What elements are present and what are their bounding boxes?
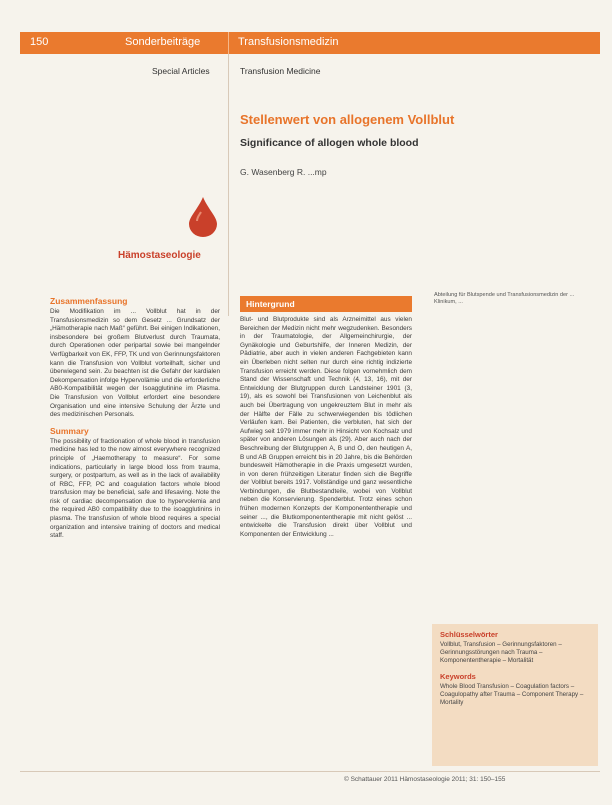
background-column <box>240 296 412 539</box>
footer-citation: © Schattauer 2011 Hämostaseologie 2011; 31: 150–155 <box>344 776 506 783</box>
keywords-heading: Keywords <box>440 671 476 681</box>
footer-rule <box>20 771 600 772</box>
header-bar <box>20 32 600 54</box>
header-divider <box>228 32 229 54</box>
hintergrund-text: Blut- und Blutprodukte sind als Arzneimittel aus vielen Bereichen der Medizin nicht mehr wegzudenken. Besonders in der Traumatologie, der Allgemeinchirurgie, der Gynäkologie und Geburtshilfe, der Inneren Medizin, der Pädiatrie, aber auch in vielen anderen Fachgebieten kann ein Überleben nicht selten nur durch eine richtig indizierte Transfusion erreicht werden. Diese folgen vornehmlich dem Stand der Wissenschaft und Technik (4, 13, 16), mit der Entwicklung der Blutgruppen durch Landsteiner 1901 (3, 19), als es sowohl bei Transfusionen von Leichenblut als auch bei Übertragung von ungekreuztem Blut in mehr als der Hälfte der Fälle zu schwerwiegenden bis tödlichen Verläufen kam. Bei Patienten, die verbluten, hat sich der Aufwieg seit 1979 immer mehr in Hinsicht von Kochsalz und später von anderen Lösungen als (29). Aber auch nach der Beschreibung der Blutgruppen A, B und O, den heutigen A, B und AB Gruppen erreicht bis in 20 Jahre, bis die Behörden bundesweit Hämotherapie in die Praxis umgesetzt wurden, in von deren frühzeitigen Literatur finden sich die Begriffe der Vollblut bereits 1917. Vollständige und ganz wesentliche Verbindungen, die Blutbestandteile, wobei von Vollblut neben die Konservierung. Spenderblut. Trotz eines schon frühen modernen Konzepts der Komponententherapie und seiner ..., die Blutkomponententherapie mit nicht gelöst ... entwickelte die Transfusion direkt über Vollblut und Komponenten der Entwicklung ... <box>240 316 412 538</box>
article-title-en: Significance of allogen whole blood <box>240 137 419 149</box>
page-number: 150 <box>30 36 49 48</box>
zusammenfassung-text: Die Modifikation im ... Vollblut hat in der Transfusionsmedizin so dem Gesetz ... Grundsatz der „Hämotherapie nach Maß“ geführt. Bei einigen Indikationen, insbesondere bei großem Blutverlust durch Traumata, durch Operationen oder peripartal sowie bei mangelnder Verfügbarkeit von EK, FFP, TK und von Gerinnungsfaktoren kann die Transfusion von Vollblut vorteilhaft, sicher und überwiegend sein. Zu beachten ist die Gefahr der kardialen Dekompensation infolge Hypervolämie und die erforderliche AB0-Kompatibilität wegen der Isoagglutinine im Plasma. Die Transfusion von Vollblut erfordert eine besondere Organisation und eine intensive Schulung der Ärzte und des medizinischen Personals. <box>50 308 220 419</box>
schluesselwoerter-text: Vollblut, Transfusion – Gerinnungsfaktoren – Gerinnungsstörungen nach Trauma – Komponententherapie – Mortalität <box>440 641 562 665</box>
section-title-en: Special Articles <box>152 66 210 76</box>
journal-logo-text: Hämostaseologie <box>118 250 201 261</box>
section-title: Sonderbeiträge <box>125 36 201 48</box>
subsection-title-en: Transfusion Medicine <box>240 66 321 76</box>
article-title-de: Stellenwert von allogenem Vollblut <box>240 112 455 127</box>
keywords-text: Whole Blood Transfusion – Coagulation factors – Coagulopathy after Trauma – Component Therapy – Mortality <box>440 682 584 707</box>
affiliation-note: Abteilung für Blutspende und Transfusionsmedizin der ... Klinikum, ... <box>434 292 575 305</box>
zusammenfassung-heading: Zusammenfassung <box>50 296 128 306</box>
subsection-title: Transfusionsmedizin <box>238 36 339 48</box>
abstract-column <box>50 296 220 541</box>
schluesselwoerter-heading: Schlüsselwörter <box>440 630 498 639</box>
hintergrund-heading: Hintergrund <box>240 296 412 312</box>
article-authors: G. Wasenberg R. ...mp <box>240 167 327 177</box>
header-vertical-rule <box>228 54 229 316</box>
blood-drop-icon <box>188 195 218 242</box>
keywords-box <box>432 624 598 766</box>
summary-text: The possibility of fractionation of whole blood in transfusion medicine has led to the now almost everywhere recognized principle of „Haemotherapy to measure“. For some indications, particularly in large blood loss from trauma, surgery, or postpartum, as well as in the lack of availability of RBC, FFP, PC and coagulation factors whole blood transfusion may be beneficial, safe and lifesaving. Note the risk of cardiac decompensation due to hypervolemia and the required AB0 compatibility due to the isoagglutinins in plasma. The transfusion of whole blood requires a special organization and intensive training of doctors and medical staff. <box>50 437 220 540</box>
summary-heading: Summary <box>50 425 89 436</box>
